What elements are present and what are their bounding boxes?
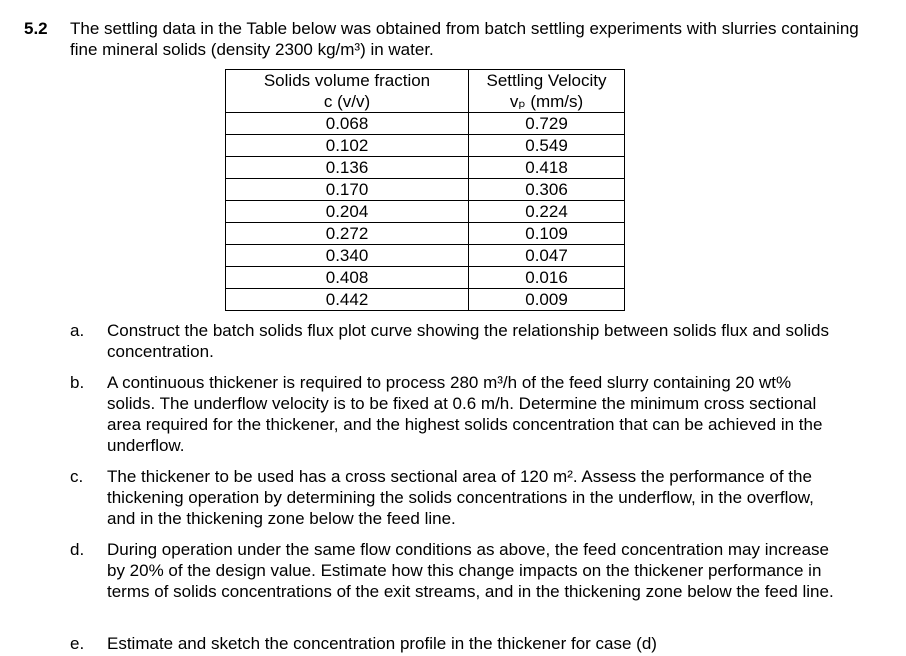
problem-intro: The settling data in the Table below was obtained from batch settling experiments with slurries containing fine mineral solids (density 2300 kg/m³) in water. bbox=[70, 19, 859, 59]
part-a-label: a. bbox=[70, 321, 85, 340]
table-row bbox=[226, 267, 625, 289]
table-row bbox=[226, 201, 625, 223]
table-row bbox=[226, 179, 625, 201]
table-row bbox=[226, 135, 625, 157]
header-solids-fraction-line1: Solids volume fraction bbox=[263, 71, 431, 90]
cell-velocity: 0.418 bbox=[469, 157, 625, 179]
part-b-label: b. bbox=[70, 373, 85, 392]
table-row bbox=[226, 289, 625, 311]
header-solids-fraction-line2: c (v/v) bbox=[323, 92, 371, 111]
part-e-text: Estimate and sketch the concentration profile in the thickener for case (d) bbox=[107, 634, 657, 653]
part-d-label: d. bbox=[70, 540, 85, 559]
cell-concentration: 0.272 bbox=[226, 223, 469, 245]
cell-velocity: 0.047 bbox=[469, 245, 625, 267]
part-c-text: The thickener to be used has a cross sectional area of 120 m². Assess the performance of the thickening operation by determining the solids concentrations in the underflow, in the overflow, and in the thickening zone below the feed line. bbox=[107, 467, 814, 528]
cell-concentration: 0.136 bbox=[226, 157, 469, 179]
header-solids-fraction bbox=[226, 70, 469, 113]
cell-concentration: 0.408 bbox=[226, 267, 469, 289]
cell-velocity: 0.109 bbox=[469, 223, 625, 245]
cell-concentration: 0.204 bbox=[226, 201, 469, 223]
cell-velocity: 0.729 bbox=[469, 113, 625, 135]
part-e-label: e. bbox=[70, 634, 85, 653]
cell-concentration: 0.442 bbox=[226, 289, 469, 311]
part-d-text: During operation under the same flow conditions as above, the feed concentration may increase by 20% of the design value. Estimate how this change impacts on the thickener performance in terms of solids concentrations of the exit streams, and in the thickening zone below the feed line. bbox=[107, 540, 834, 601]
cell-concentration: 0.340 bbox=[226, 245, 469, 267]
header-settling-velocity-line1: Settling Velocity bbox=[486, 71, 607, 90]
table-row bbox=[226, 157, 625, 179]
table-row bbox=[226, 113, 625, 135]
header-settling-velocity-line2: vₚ (mm/s) bbox=[509, 92, 584, 111]
header-settling-velocity bbox=[469, 70, 625, 113]
cell-velocity: 0.016 bbox=[469, 267, 625, 289]
table-header-row bbox=[226, 70, 625, 113]
cell-velocity: 0.306 bbox=[469, 179, 625, 201]
cell-concentration: 0.170 bbox=[226, 179, 469, 201]
settling-data-table bbox=[225, 69, 625, 311]
cell-velocity: 0.009 bbox=[469, 289, 625, 311]
cell-concentration: 0.068 bbox=[226, 113, 469, 135]
part-a-text: Construct the batch solids flux plot curve showing the relationship between solids flux and solids concentration. bbox=[107, 321, 829, 361]
cell-concentration: 0.102 bbox=[226, 135, 469, 157]
problem-number: 5.2 bbox=[24, 19, 48, 38]
table-row bbox=[226, 245, 625, 267]
cell-velocity: 0.549 bbox=[469, 135, 625, 157]
cell-velocity: 0.224 bbox=[469, 201, 625, 223]
table-row bbox=[226, 223, 625, 245]
part-b-text: A continuous thickener is required to process 280 m³/h of the feed slurry containing 20 wt% solids. The underflow velocity is to be fixed at 0.6 m/h. Determine the minimum cross sectional area required for the thickener, and the highest solids concentration that can be achieved in the underflow. bbox=[107, 373, 823, 455]
part-c-label: c. bbox=[70, 467, 84, 486]
